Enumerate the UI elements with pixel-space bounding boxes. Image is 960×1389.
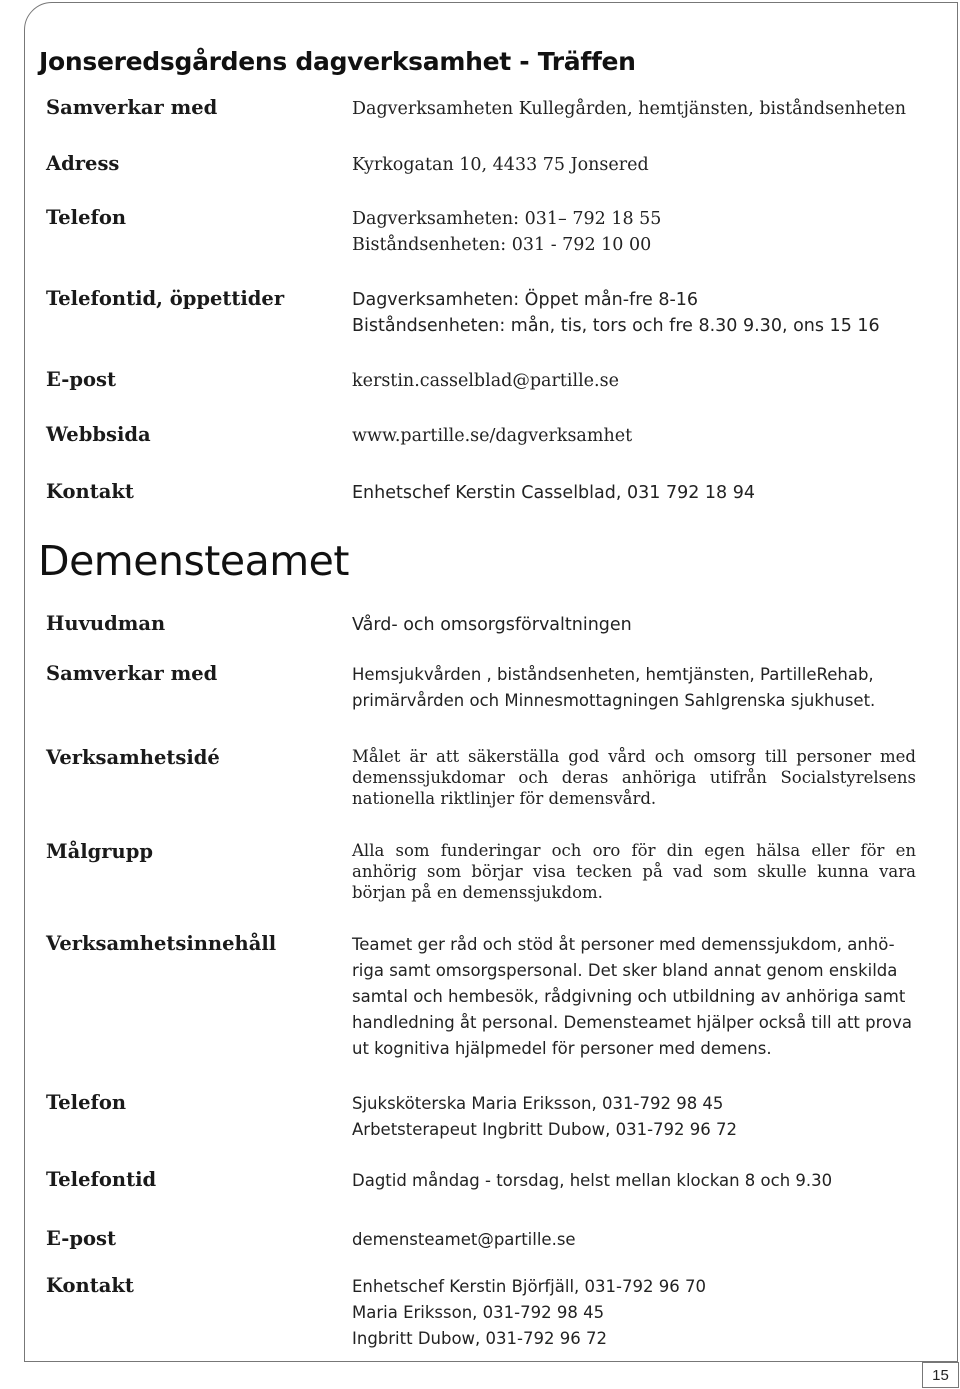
value-epost[interactable]: demensteamet@partille.se bbox=[352, 1230, 576, 1249]
page-number: 15 bbox=[922, 1362, 959, 1388]
label-telefontid: Telefontid, öppettider bbox=[46, 287, 285, 310]
label-kontakt: Kontakt bbox=[46, 1274, 134, 1297]
value-samverkar: Dagverksamheten Kullegården, hemtjänsten, biståndsenheten bbox=[352, 99, 906, 119]
label-adress: Adress bbox=[46, 152, 120, 175]
label-malgrupp: Målgrupp bbox=[46, 840, 153, 863]
label-kontakt: Kontakt bbox=[46, 480, 134, 503]
value-verksamhetside: Målet är att säkerställa god vård och omsorg till personer med demenssjukdomar och deras anhöriga utifrån Socialstyrelsens nationella riktlinjer för demensvård. bbox=[352, 747, 916, 808]
value-kontakt: Enhetschef Kerstin Björfjäll, 031-792 96 70 Maria Eriksson, 031-792 98 45 Ingbritt Dubow, 031-792 96 72 bbox=[352, 1277, 706, 1348]
label-telefon: Telefon bbox=[46, 1091, 127, 1114]
label-epost: E-post bbox=[46, 368, 116, 391]
label-verksamhetsinnehall: Verksamhetsinnehåll bbox=[46, 932, 277, 955]
value-webbsida[interactable]: www.partille.se/dagverksamhet bbox=[352, 426, 633, 446]
value-telefon: Dagverksamheten: 031– 792 18 55 Biståndsenheten: 031 - 792 10 00 bbox=[352, 209, 662, 255]
label-samverkar: Samverkar med bbox=[46, 96, 218, 119]
label-telefon: Telefon bbox=[46, 206, 127, 229]
value-verksamhetsinnehall: Teamet ger råd och stöd åt personer med demenssjukdom, anhö- riga samt omsorgspersonal. Det sker bland annat genom enskilda samtal och hembesök, rådgivning och utbildning av anhöriga samt handledning åt personal. Demensteamet hjälper också till att prova ut kognitiva hjälpmedel för personer med demens. bbox=[352, 935, 912, 1058]
value-kontakt: Enhetschef Kerstin Casselblad, 031 792 18 94 bbox=[352, 483, 756, 503]
label-samverkar: Samverkar med bbox=[46, 662, 218, 685]
section-title-demensteamet: Demensteamet bbox=[38, 537, 349, 585]
value-adress: Kyrkogatan 10, 4433 75 Jonsered bbox=[352, 155, 649, 175]
value-huvudman: Vård- och omsorgsförvaltningen bbox=[352, 615, 632, 635]
value-telefontid: Dagtid måndag - torsdag, helst mellan klockan 8 och 9.30 bbox=[352, 1171, 833, 1190]
value-telefon: Sjuksköterska Maria Eriksson, 031-792 98 45 Arbetsterapeut Ingbritt Dubow, 031-792 96 72 bbox=[352, 1094, 738, 1139]
section-title-traffen: Jonseredsgårdens dagverksamhet - Träffen bbox=[39, 47, 636, 76]
label-epost: E-post bbox=[46, 1227, 116, 1250]
label-huvudman: Huvudman bbox=[46, 612, 166, 635]
value-samverkar: Hemsjukvården , biståndsenheten, hemtjänsten, PartilleRehab, primärvården och Minnesmottagningen Sahlgrenska sjukhuset. bbox=[352, 665, 876, 710]
label-webbsida: Webbsida bbox=[46, 423, 151, 446]
label-telefontid: Telefontid bbox=[46, 1168, 157, 1191]
value-malgrupp: Alla som funderingar och oro för din egen hälsa eller för en anhörig som börjar visa tecken på vad som skulle kunna vara början på en demenssjukdom. bbox=[352, 841, 916, 902]
value-telefontid: Dagverksamheten: Öppet mån-fre 8-16 Biståndsenheten: mån, tis, tors och fre 8.30 9.30, ons 15 16 bbox=[352, 290, 880, 336]
value-epost[interactable]: kerstin.casselblad@partille.se bbox=[352, 371, 619, 391]
label-verksamhetside: Verksamhetsidé bbox=[46, 746, 220, 769]
